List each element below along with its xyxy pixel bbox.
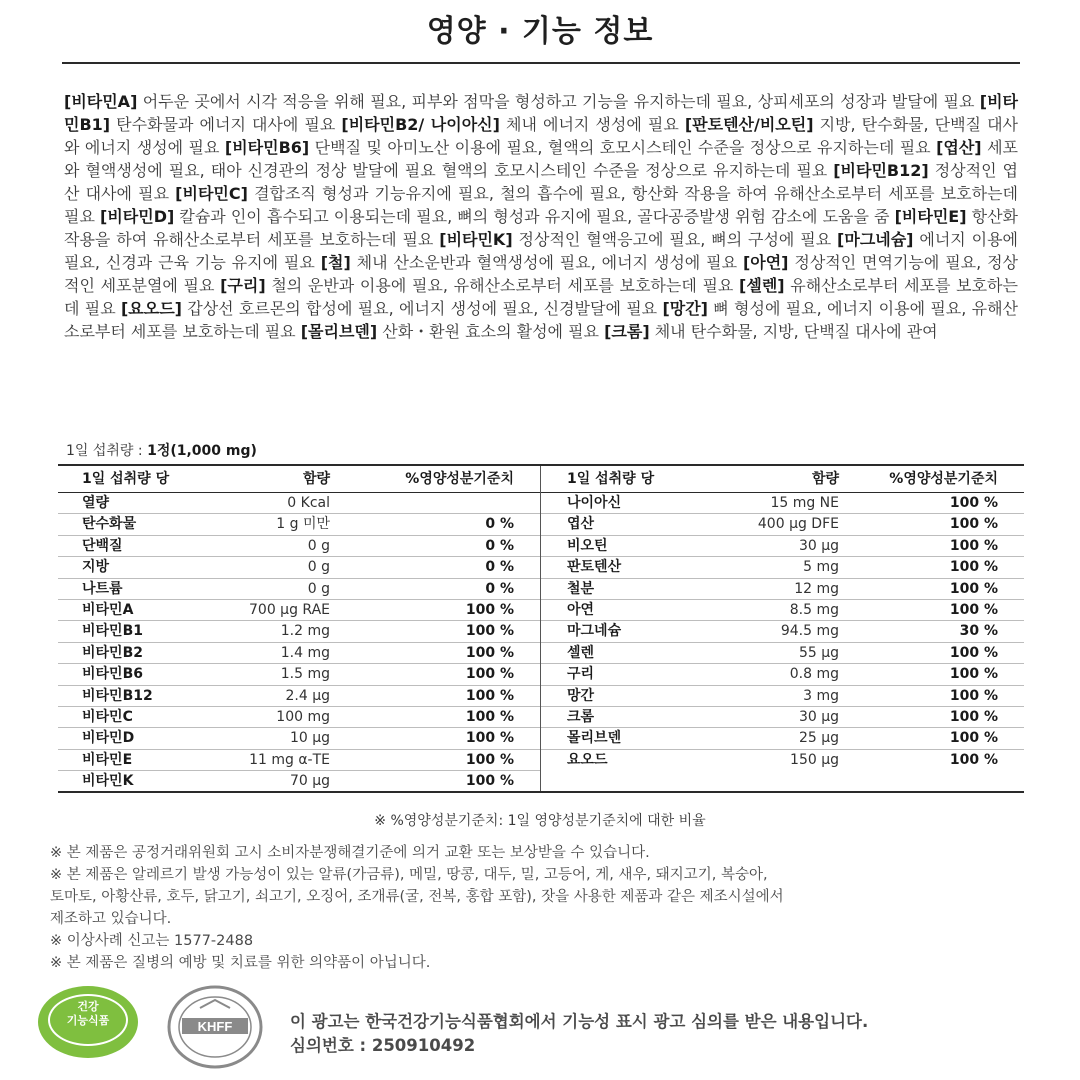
nutrient-name: 비타민D (82, 730, 135, 747)
nutrient-amount: 30 μg (798, 537, 839, 554)
serving-label: 1일 섭취량 : (66, 443, 148, 459)
nutrient-amount: 30 μg (798, 708, 839, 725)
function-nutrient-name: [비타민C] (175, 184, 248, 203)
nutrient-name: 나트륨 (82, 580, 123, 597)
nutrient-percent: 100 % (465, 730, 514, 747)
function-description: 결합조직 형성과 기능유지에 필요, 철의 흡수에 필요, 항산화 작용을 하여 유해산소로부터 세포를 보호하는데 필요 (64, 184, 1018, 226)
function-nutrient-name: [철] (320, 253, 351, 272)
table-row (58, 750, 540, 771)
nutrient-name: 아연 (567, 601, 595, 618)
table-row (541, 664, 1024, 685)
function-description: 단백질 및 아미노산 이용에 필요, 혈액의 호모시스테인 수준을 정상으로 유지하는데 필요 (309, 138, 937, 157)
table-row (58, 686, 540, 707)
nutrient-percent: 100 % (465, 644, 514, 661)
nutrient-amount: 12 mg (794, 580, 839, 597)
table-row (58, 557, 540, 578)
nutrient-percent: 100 % (465, 687, 514, 704)
function-description: 세포와 혈액생성에 필요, 태아 신경관의 정상 발달에 필요 혈액의 호모시스테인 수준을 정상으로 유지하는데 필요 (64, 138, 1018, 180)
nutrient-name: 단백질 (82, 537, 123, 554)
nutrition-column-right (541, 466, 1024, 791)
notice-list (50, 842, 1040, 974)
table-row (541, 728, 1024, 749)
function-nutrient-name: [셀렌] (739, 276, 785, 295)
nutrient-percent: 100 % (465, 708, 514, 725)
notice-line: ※ 본 제품은 질병의 예방 및 치료를 위한 의약품이 아닙니다. (50, 955, 431, 971)
nutrient-percent: 100 % (949, 708, 998, 725)
nutrient-percent: 100 % (465, 666, 514, 683)
nutrient-percent: 100 % (465, 773, 514, 790)
nutrient-amount: 0 Kcal (287, 495, 330, 511)
nutrient-name: 셀렌 (567, 644, 595, 661)
khff-seal-icon (160, 984, 270, 1070)
table-row (58, 771, 540, 792)
table-row (541, 686, 1024, 707)
nutrient-percent: 100 % (949, 751, 998, 768)
nutrient-percent: 100 % (949, 687, 998, 704)
function-description: 유해산소로부터 세포를 보호하는데 필요 (64, 276, 1018, 318)
header-per-day: 1일 섭취량 당 (567, 471, 655, 487)
function-nutrient-name: [망간] (662, 299, 708, 318)
nutrient-amount: 3 mg (803, 687, 839, 704)
nutrient-percent: 0 % (485, 580, 514, 597)
nutrient-name: 비오틴 (567, 537, 608, 554)
function-nutrient-name: [비타민B6] (224, 138, 310, 157)
nutrient-percent: 100 % (949, 495, 998, 511)
function-description: 갑상선 호르몬의 합성에 필요, 에너지 생성에 필요, 신경발달에 필요 (181, 299, 663, 318)
functional-info-text (64, 90, 1018, 343)
nutrient-amount: 11 mg α-TE (249, 751, 330, 768)
nutrient-percent: 100 % (465, 601, 514, 618)
nutrient-name: 나이아신 (567, 495, 622, 511)
function-description: 칼슘과 인이 흡수되고 이용되는데 필요, 뼈의 형성과 유지에 필요, 골다공증발생 위험 감소에 도움을 줌 (174, 207, 895, 226)
function-nutrient-name: [비타민B2/ 나이아신] (341, 115, 500, 134)
nutrient-amount: 8.5 mg (789, 601, 839, 618)
nutrient-name: 비타민B1 (82, 623, 143, 640)
nutrient-name: 탄수화물 (82, 516, 137, 533)
table-header (58, 466, 540, 493)
table-row (58, 493, 540, 514)
nutrient-amount: 2.4 μg (285, 687, 330, 704)
nutrition-table (58, 464, 1024, 793)
nutrient-name: 엽산 (567, 516, 595, 533)
nutrient-percent: 100 % (465, 623, 514, 640)
nutrient-amount: 15 mg NE (770, 495, 839, 511)
nutrition-column-left (58, 466, 541, 791)
nutrient-amount: 400 μg DFE (757, 516, 839, 533)
function-nutrient-name: [엽산] (936, 138, 982, 157)
review-number: 심의번호 : 250910492 (290, 1036, 476, 1055)
nutrient-percent: 0 % (485, 516, 514, 533)
function-description: 산화・환원 효소의 활성에 필요 (377, 322, 605, 341)
nutrient-percent: 100 % (465, 751, 514, 768)
header-percent: %영양성분기준치 (889, 471, 998, 487)
table-row (58, 600, 540, 621)
nutrient-amount: 94.5 mg (780, 623, 839, 640)
nutrient-amount: 25 μg (798, 730, 839, 747)
table-row (58, 621, 540, 642)
nutrient-amount: 70 μg (289, 773, 330, 790)
nutrient-amount: 5 mg (803, 559, 839, 576)
nutrient-name: 크롬 (567, 708, 595, 725)
notice-line: ※ 본 제품은 알레르기 발생 가능성이 있는 알류(가금류), 메밀, 땅콩, 대두, 밀, 고등어, 게, 새우, 돼지고기, 복숭아, (50, 867, 768, 883)
table-row (541, 600, 1024, 621)
badge-line1: 건강 (77, 1000, 99, 1013)
header-percent: %영양성분기준치 (405, 471, 514, 487)
nutrient-name: 구리 (567, 666, 595, 683)
nutrient-amount: 10 μg (289, 730, 330, 747)
header-amount: 함량 (302, 471, 330, 487)
nutrient-amount: 0 g (307, 537, 330, 554)
function-description: 탄수화물과 에너지 대사에 필요 (110, 115, 342, 134)
function-nutrient-name: [비타민B1] (64, 92, 1018, 134)
table-row (541, 493, 1024, 514)
function-nutrient-name: [비타민B12] (833, 161, 929, 180)
nutrient-amount: 1.4 mg (280, 644, 330, 661)
nutrient-percent: 100 % (949, 730, 998, 747)
function-nutrient-name: [몰리브덴] (300, 322, 378, 341)
function-nutrient-name: [마그네슘] (837, 230, 914, 249)
function-description: 항산화 작용을 하여 유해산소로부터 세포를 보호하는데 필요 (64, 207, 1018, 249)
nutrient-name: 비타민A (82, 601, 134, 618)
khff-label: KHFF (197, 1019, 233, 1034)
nutrient-percent: 100 % (949, 537, 998, 554)
function-nutrient-name: [아연] (742, 253, 789, 272)
table-row (58, 514, 540, 535)
table-header (541, 466, 1024, 493)
function-description: 정상적인 엽산 대사에 필요 (64, 161, 1018, 203)
function-description: 철의 운반과 이용에 필요, 유해산소로부터 세포를 보호하는데 필요 (265, 276, 740, 295)
nutrient-percent: 100 % (949, 580, 998, 597)
nutrient-amount: 1.2 mg (280, 623, 330, 640)
nutrient-name: 마그네슘 (567, 623, 622, 640)
function-description: 뼈 형성에 필요, 에너지 이용에 필요, 유해산소로부터 세포를 보호하는데 필요 (64, 299, 1018, 341)
nutrient-name: 비타민K (82, 773, 134, 790)
table-row (541, 579, 1024, 600)
daily-serving (66, 440, 257, 460)
table-row (541, 557, 1024, 578)
notice-line: ※ 이상사례 신고는 1577-2488 (50, 933, 254, 949)
title-divider (62, 62, 1020, 64)
header-per-day: 1일 섭취량 당 (82, 471, 170, 487)
nutrient-percent: 0 % (485, 537, 514, 554)
nutrient-amount: 1 g 미만 (276, 516, 330, 533)
nutrient-name: 열량 (82, 495, 110, 511)
ad-review-notice (290, 1010, 868, 1058)
nutrient-amount: 700 μg RAE (249, 601, 330, 618)
table-row (541, 643, 1024, 664)
percent-footnote: ※ %영양성분기준치: 1일 영양성분기준치에 대한 비율 (374, 813, 706, 829)
function-nutrient-name: [판토텐산/비오틴] (684, 115, 814, 134)
header-amount: 함량 (811, 471, 839, 487)
notice-line: 제조하고 있습니다. (50, 911, 172, 927)
table-row (541, 621, 1024, 642)
function-description: 체내 에너지 생성에 필요 (499, 115, 685, 134)
function-nutrient-name: [요오드] (120, 299, 182, 318)
badge-text (38, 1000, 138, 1028)
table-row (58, 728, 540, 749)
function-description: 체내 탄수화물, 지방, 단백질 대사에 관여 (649, 322, 938, 341)
nutrient-amount: 100 mg (276, 708, 330, 725)
function-description: 정상적인 혈액응고에 필요, 뼈의 구성에 필요 (512, 230, 838, 249)
function-nutrient-name: [크롬] (604, 322, 650, 341)
nutrient-name: 철분 (567, 580, 595, 597)
table-row (58, 707, 540, 728)
serving-value: 1정(1,000 mg) (147, 443, 257, 459)
nutrient-percent: 100 % (949, 559, 998, 576)
table-row (541, 707, 1024, 728)
nutrient-name: 비타민B2 (82, 644, 143, 661)
nutrient-name: 판토텐산 (567, 559, 622, 576)
table-row (58, 536, 540, 557)
table-row (58, 664, 540, 685)
function-description: 어두운 곳에서 시각 적응을 위해 필요, 피부와 점막을 형성하고 기능을 유지하는데 필요, 상피세포의 성장과 발달에 필요 (137, 92, 980, 111)
function-nutrient-name: [비타민E] (894, 207, 967, 226)
nutrient-name: 지방 (82, 559, 110, 576)
nutrient-name: 비타민E (82, 751, 133, 768)
nutrient-name: 비타민B12 (82, 687, 153, 704)
nutrient-amount: 0 g (307, 559, 330, 576)
nutrient-percent: 100 % (949, 644, 998, 661)
table-row (541, 514, 1024, 535)
page-title: 영양 · 기능 정보 (426, 14, 654, 49)
function-description: 에너지 이용에 필요, 신경과 근육 기능 유지에 필요 (64, 230, 1018, 272)
function-description: 지방, 탄수화물, 단백질 대사와 에너지 생성에 필요 (64, 115, 1018, 157)
ad-review-statement: 이 광고는 한국건강기능식품협회에서 기능성 표시 광고 심의를 받은 내용입니다. (290, 1012, 869, 1031)
notice-line: 토마토, 아황산류, 호두, 닭고기, 쇠고기, 오징어, 조개류(굴, 전복, 홍합 포함), 잣을 사용한 제품과 같은 제조시설에서 (50, 889, 784, 905)
nutrient-percent: 100 % (949, 601, 998, 618)
badge-line2: 기능식품 (66, 1014, 110, 1027)
function-nutrient-name: [비타민K] (439, 230, 513, 249)
nutrient-amount: 55 μg (798, 644, 839, 661)
function-description: 체내 산소운반과 혈액생성에 필요, 에너지 생성에 필요 (350, 253, 743, 272)
health-functional-food-badge (38, 986, 138, 1058)
function-nutrient-name: [비타민A] (64, 92, 138, 111)
nutrient-name: 비타민C (82, 708, 133, 725)
nutrient-amount: 0.8 mg (789, 666, 839, 683)
nutrient-name: 요오드 (567, 751, 608, 768)
nutrient-amount: 150 μg (790, 751, 839, 768)
nutrient-percent: 30 % (959, 623, 998, 640)
table-row (58, 643, 540, 664)
function-nutrient-name: [구리] (220, 276, 266, 295)
nutrient-percent: 100 % (949, 666, 998, 683)
function-nutrient-name: [비타민D] (100, 207, 175, 226)
function-description: 정상적인 면역기능에 필요, 정상적인 세포분열에 필요 (64, 253, 1018, 295)
nutrient-name: 망간 (567, 687, 595, 704)
nutrient-percent: 100 % (949, 516, 998, 533)
notice-line: ※ 본 제품은 공정거래위원회 고시 소비자분쟁해결기준에 의거 교환 또는 보상받을 수 있습니다. (50, 845, 650, 861)
nutrient-name: 비타민B6 (82, 666, 143, 683)
table-row (58, 579, 540, 600)
nutrient-name: 몰리브덴 (567, 730, 622, 747)
nutrient-amount: 1.5 mg (280, 666, 330, 683)
nutrient-amount: 0 g (307, 580, 330, 597)
table-row (541, 536, 1024, 557)
table-row (541, 750, 1024, 771)
nutrient-percent: 0 % (485, 559, 514, 576)
